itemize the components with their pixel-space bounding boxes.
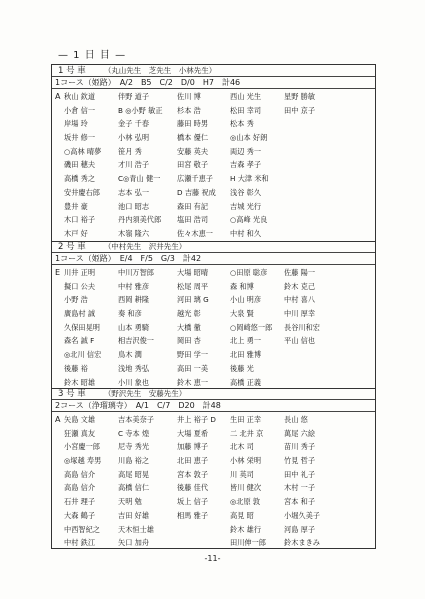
student-name: 久保田晃明 <box>64 322 100 332</box>
student-name: 北上 勇一 <box>230 336 262 346</box>
student-name: 鈴木 克己 <box>284 281 316 291</box>
roster-row <box>52 334 375 348</box>
bus-number: 1 号 車 <box>58 66 86 76</box>
student-name: 才川 浩子 <box>118 160 150 170</box>
student-name: ◎北原 敦 <box>230 497 261 507</box>
bus-teachers: （野沢先生 安藤先生） <box>103 389 187 398</box>
student-name: 吉城 光行 <box>230 201 262 211</box>
roster-row <box>52 468 375 482</box>
roster-row <box>52 427 375 441</box>
roster-row <box>52 131 375 145</box>
student-name: ◎塚越 寿男 <box>64 456 102 466</box>
bus-teachers: （中村先生 沢井先生） <box>103 242 187 251</box>
student-name: 西山 光生 <box>230 92 262 101</box>
student-name: 中村 喜八 <box>284 295 316 305</box>
roster-rows <box>52 90 375 241</box>
student-name: 川島 裕之 <box>118 456 150 466</box>
student-name: 廣島村 誠 <box>64 309 96 319</box>
roster-row <box>52 145 375 159</box>
student-name: 鳥木 潤 <box>118 350 142 360</box>
bus-header <box>52 65 375 77</box>
student-name: 志本 弘一 <box>118 187 150 197</box>
student-name: ○高林 晴夢 <box>64 146 102 156</box>
student-name: 田中 礼子 <box>284 469 316 479</box>
roster-row <box>52 227 375 241</box>
roster-row <box>52 266 375 280</box>
student-name: 安藤 英夫 <box>177 146 209 156</box>
student-name: 高島 信介 <box>64 469 96 479</box>
roster-row <box>52 280 375 294</box>
student-name: 中川 厚幸 <box>284 309 316 319</box>
course-line: 1コース（姫路） A/2 B5 C/2 D/0 H7 計46 <box>52 77 375 89</box>
student-name: 奏 和彦 <box>118 309 142 319</box>
student-name: 大場 夏希 <box>177 428 209 438</box>
student-name: 石井 理子 <box>64 497 96 507</box>
bus-number: 2 号 車 <box>58 242 86 252</box>
roster-row <box>52 321 375 335</box>
course-line: 1コース（姫路） E/4 F/5 G/3 計42 <box>52 253 375 265</box>
student-name: 加藤 博子 <box>177 442 209 452</box>
student-name: 池口 昭志 <box>118 201 150 211</box>
student-name: 萬尾 六絵 <box>284 428 316 438</box>
student-name: 森 和博 <box>230 281 254 291</box>
student-name: 木口 裕子 <box>64 215 96 225</box>
student-name: 宮本 敦子 <box>177 469 209 479</box>
roster-row <box>52 293 375 307</box>
student-name: 星野 勝敏 <box>284 92 316 101</box>
student-name: C◎青山 健一 <box>118 174 161 184</box>
student-name: 苗川 秀子 <box>284 442 316 452</box>
class-letter: A <box>55 415 61 424</box>
student-name: 金子 千春 <box>118 119 150 129</box>
roster-row <box>52 481 375 495</box>
student-name: 尼寺 秀光 <box>118 442 150 452</box>
student-name: 小倉 信一 <box>64 105 96 115</box>
student-name: 天明 勉 <box>118 497 142 507</box>
student-name: ○高峰 光良 <box>230 215 268 225</box>
student-name: 中村 鉄江 <box>64 538 96 548</box>
student-name: 北田 恵子 <box>177 456 209 466</box>
student-name: 生田 正幸 <box>230 415 262 424</box>
student-name: 河田 璃 G <box>177 295 209 305</box>
student-name: 平山 信也 <box>284 336 316 346</box>
bus-header <box>52 388 375 400</box>
roster-row <box>52 362 375 376</box>
student-name: ◎北川 信宏 <box>64 350 102 360</box>
student-name: 長山 悠 <box>284 415 308 424</box>
student-name: ○田原 聡彦 <box>230 268 268 277</box>
roster-row <box>52 440 375 454</box>
student-name: 浅地 秀弘 <box>118 363 150 373</box>
student-name: 木嶺 隆六 <box>118 228 150 238</box>
day-title: — 1 日 目 — <box>58 50 127 61</box>
student-name: 笹月 秀 <box>118 146 142 156</box>
roster-row <box>52 117 375 131</box>
student-name: 後藤 佳代 <box>177 483 209 493</box>
roster-row <box>52 186 375 200</box>
roster-row <box>52 536 375 550</box>
student-name: 坂上 信子 <box>177 497 209 507</box>
page-number: -11- <box>204 554 221 563</box>
student-name: 坂井 修一 <box>64 133 96 143</box>
student-name: 大森 鶴子 <box>64 510 96 520</box>
bus-teachers: （丸山先生 芝先生 小林先生） <box>103 66 217 75</box>
roster-row <box>52 307 375 321</box>
bus-header <box>52 241 375 253</box>
class-letter: E <box>55 268 61 277</box>
student-name: 北木 司 <box>230 442 254 452</box>
student-name: 高島 信介 <box>64 483 96 493</box>
roster-row <box>52 213 375 227</box>
course-line: 2コース（浄瑠璃寺） A/1 C/7 D20 計48 <box>52 400 375 412</box>
student-name: 木村 一子 <box>284 483 316 493</box>
student-name: 相馬 雅子 <box>177 510 209 520</box>
student-name: 川井 正明 <box>64 268 96 277</box>
student-name: 佐々木恵一 <box>177 228 213 238</box>
student-name: 伴野 道子 <box>118 92 150 101</box>
student-name: 二 北井 京 <box>230 428 264 438</box>
student-name: 小林 栄明 <box>230 456 262 466</box>
student-name: 鈴木 雄行 <box>230 524 262 534</box>
student-name: 木戸 好 <box>64 228 88 238</box>
student-name: D 吉藤 祝成 <box>177 187 216 197</box>
roster-row <box>52 104 375 118</box>
student-name: 後藤 裕 <box>64 363 88 373</box>
student-name: 豊井 豪 <box>64 201 88 211</box>
student-name: 越光 彰 <box>177 309 201 319</box>
student-name: 相吉沢俊一 <box>118 336 154 346</box>
student-name: 丹内須美代郎 <box>118 215 162 225</box>
student-name: 小宮慶一郎 <box>64 442 100 452</box>
student-name: 橋本 優仁 <box>177 133 209 143</box>
class-letter: A <box>55 92 61 101</box>
roster-row <box>52 523 375 537</box>
student-name: C 寺本 煌 <box>118 428 150 438</box>
student-name: 小川 象也 <box>118 377 150 387</box>
student-name: 北田 雅博 <box>230 350 262 360</box>
student-name: 吉田 好雄 <box>118 510 150 520</box>
student-name: 川 英司 <box>230 469 254 479</box>
student-name: 浅谷 彰久 <box>230 187 262 197</box>
student-name: H 大津 米和 <box>230 174 269 184</box>
student-name: 中川万智郎 <box>118 268 154 277</box>
student-name: 高尾 昭晃 <box>118 469 150 479</box>
student-name: 後藤 光 <box>230 363 254 373</box>
student-name: 高橋 秀之 <box>64 174 96 184</box>
student-name: 小野 浩 <box>64 295 88 305</box>
student-name: 山本 勇騎 <box>118 322 150 332</box>
roster-row <box>52 495 375 509</box>
student-name: 竹見 哲子 <box>284 456 316 466</box>
student-name: 中村 雅彦 <box>118 281 150 291</box>
student-name: 中村 和久 <box>230 228 262 238</box>
student-name: 高橋 正義 <box>230 377 262 387</box>
student-name: 広瀬千恵子 <box>177 174 213 184</box>
student-name: 森名 誠 F <box>64 336 95 346</box>
student-name: 長谷川和宏 <box>284 322 320 332</box>
student-name: 小林 弘明 <box>118 133 150 143</box>
bus-number: 3 号 車 <box>58 389 86 399</box>
student-name: 河島 厚子 <box>284 524 316 534</box>
student-name: 磯田 穂夫 <box>64 160 96 170</box>
student-name: 狂瀬 真友 <box>64 428 96 438</box>
student-name: 松田 幸司 <box>230 105 262 115</box>
student-name: 小堀久美子 <box>284 510 320 520</box>
roster-row <box>52 454 375 468</box>
student-name: 矢島 文雄 <box>64 415 96 424</box>
student-name: 佐川 博 <box>177 92 201 101</box>
student-name: 矢口 加舟 <box>118 538 150 548</box>
student-name: 塩田 浩司 <box>177 215 209 225</box>
student-name: 高橋 信仁 <box>118 483 150 493</box>
student-name: 松本 秀 <box>230 119 254 129</box>
roster-row <box>52 172 375 186</box>
student-name: 鈴木 恵一 <box>177 377 209 387</box>
student-name: 大場 昭晴 <box>177 268 209 277</box>
student-name: 吉森 孝子 <box>230 160 262 170</box>
student-name: 鈴木まきみ <box>284 538 320 548</box>
student-name: 岸場 玲 <box>64 119 88 129</box>
roster-row <box>52 413 375 427</box>
student-name: 両辺 秀一 <box>230 146 262 156</box>
student-name: ○岡崎悠一郎 <box>230 322 273 332</box>
roster-rows <box>52 266 375 389</box>
student-name: 高見 昭 <box>230 510 254 520</box>
student-name: 佐藤 陽一 <box>284 268 316 277</box>
student-name: 岡田 杏 <box>177 336 201 346</box>
student-name: 大橋 徹 <box>177 322 201 332</box>
student-name: 田中 京子 <box>284 105 316 115</box>
student-name: 森田 有記 <box>177 201 209 211</box>
student-name: B ◎小野 敏正 <box>118 105 163 115</box>
student-name: 宮本 和子 <box>284 497 316 507</box>
student-name: 吉本美奈子 <box>118 415 154 424</box>
student-name: 安井慶右郎 <box>64 187 100 197</box>
student-name: 鈴木 昭雄 <box>64 377 96 387</box>
student-name: 天木恒士雄 <box>118 524 154 534</box>
student-name: 高田 一美 <box>177 363 209 373</box>
student-name: 西岡 耕隆 <box>118 295 150 305</box>
student-name: 皆川 健次 <box>230 483 262 493</box>
roster-row <box>52 509 375 523</box>
roster-row <box>52 158 375 172</box>
roster-row <box>52 348 375 362</box>
student-name: ◎山本 好朗 <box>230 133 268 143</box>
roster-rows <box>52 413 375 550</box>
student-name: 秋山 欽道 <box>64 92 96 101</box>
student-name: 野田 学一 <box>177 350 209 360</box>
student-name: 中西智紀之 <box>64 524 100 534</box>
student-name: 擬口 公夫 <box>64 281 96 291</box>
student-name: 田川伸一郎 <box>230 538 266 548</box>
roster-table <box>51 64 376 549</box>
student-name: 松尾 周平 <box>177 281 209 291</box>
student-name: 田宮 敬子 <box>177 160 209 170</box>
roster-row <box>52 90 375 104</box>
student-name: 小山 明彦 <box>230 295 262 305</box>
roster-row <box>52 200 375 214</box>
student-name: 藤田 時男 <box>177 119 209 129</box>
student-name: 杉本 浩 <box>177 105 201 115</box>
student-name: 井上 裕子 D <box>177 415 216 424</box>
student-name: 大泉 賢 <box>230 309 254 319</box>
